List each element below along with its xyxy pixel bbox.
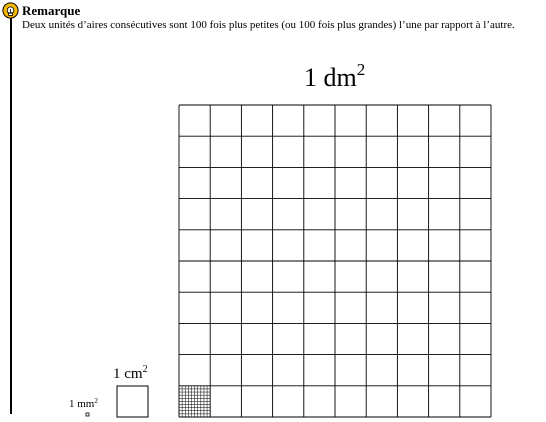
cm2-subdivided-square <box>179 386 210 417</box>
cm2-label <box>113 364 148 382</box>
dm2-grid <box>179 105 491 417</box>
mm2-label-base: 1 mm <box>69 398 95 410</box>
cm2-label-exp: 2 <box>142 364 148 375</box>
remark-title: Remarque <box>22 3 81 18</box>
mm2-label <box>69 397 98 410</box>
cm2-label-base: 1 cm <box>113 366 143 382</box>
mm2-square <box>86 413 89 416</box>
dm2-label-base: 1 dm <box>304 63 357 92</box>
remark-text: Deux unités d’aires consécutives sont 100 fois plus petites (ou 100 fois plus grandes) l’une par rapport à l’autre. <box>22 19 515 31</box>
dm2-label <box>304 60 365 92</box>
mm2-label-exp: 2 <box>94 397 98 405</box>
cm2-square <box>117 386 148 417</box>
dm2-label-exp: 2 <box>356 60 366 79</box>
